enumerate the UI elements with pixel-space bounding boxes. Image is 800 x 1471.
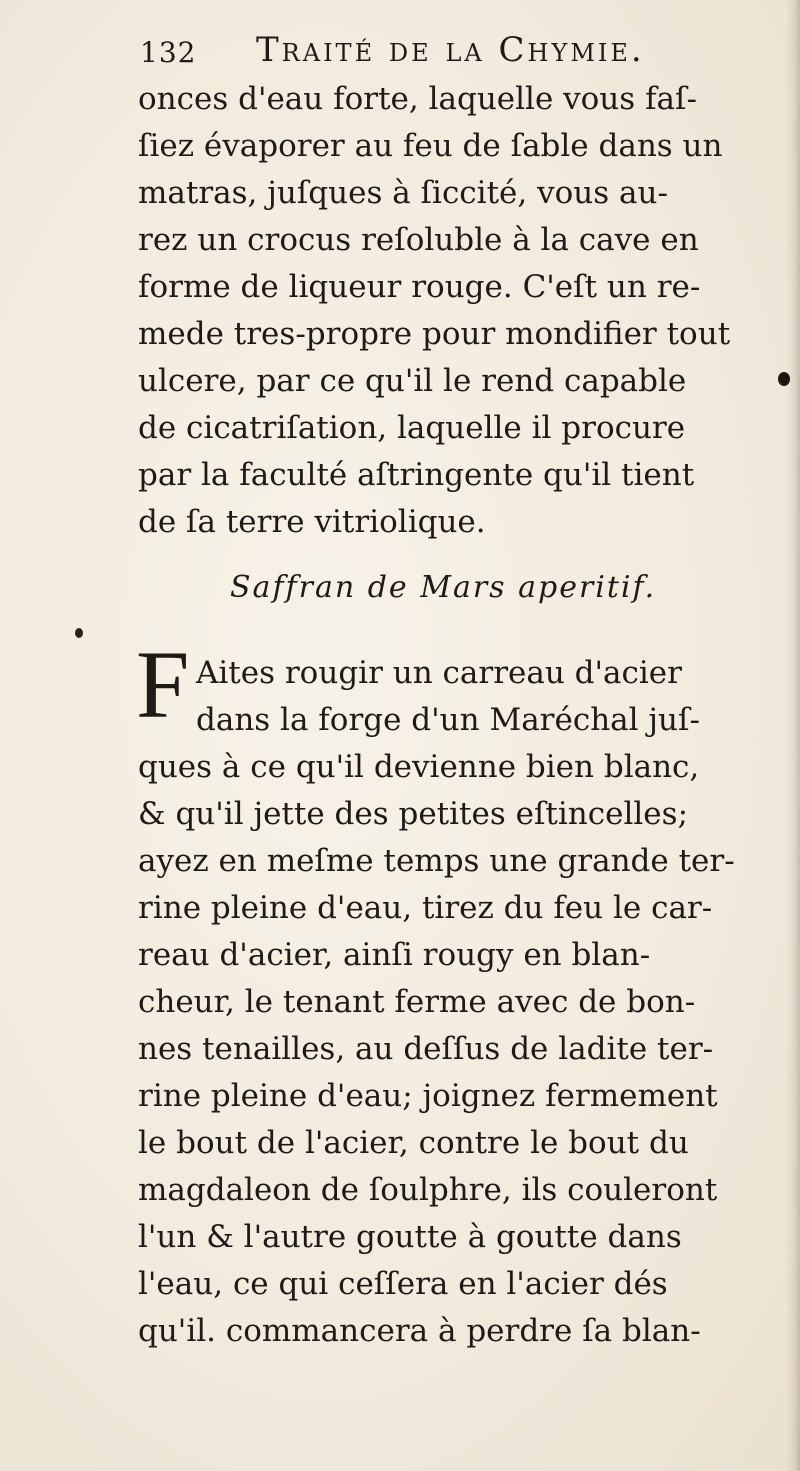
- text-line: onces d'eau forte, laquelle vous faſ-: [138, 81, 697, 117]
- text-line: cheur, le tenant ferme avec de bon-: [138, 984, 696, 1020]
- text-line: nes tenailles, au deſſus de ladite ter-: [138, 1031, 714, 1067]
- text-line: ulcere, par ce qu'il le rend capable: [138, 363, 687, 399]
- running-title: Traité de la Chymie.: [256, 30, 645, 70]
- text-line: de ſa terre vitriolique.: [138, 504, 486, 540]
- text-line: l'un & l'autre goutte à goutte dans: [138, 1219, 682, 1255]
- text-line: le bout de l'acier, contre le bout du: [138, 1125, 689, 1161]
- text-line: ayez en meſme temps une grande ter-: [138, 843, 735, 879]
- text-line: de cicatriſation, laquelle il procure: [138, 410, 686, 446]
- text-line: rine pleine d'eau; joignez fermement: [138, 1078, 718, 1114]
- text-line: ſiez évaporer au feu de ſable dans un: [138, 128, 723, 164]
- paragraph-2-opening: [196, 650, 796, 744]
- paragraph-1: [138, 76, 788, 546]
- text-line: mede tres-propre pour mondifier tout: [138, 316, 731, 352]
- text-line: magdaleon de ſoulphre, ils couleront: [138, 1172, 718, 1208]
- text-line: reau d'acier, ainſi rougy en blan-: [138, 937, 651, 973]
- page-number: 132: [140, 36, 197, 69]
- text-line: forme de liqueur rouge. C'eſt un re-: [138, 269, 701, 305]
- text-line: matras, juſques à ſiccité, vous au-: [138, 175, 668, 211]
- text-line: Aites rougir un carreau d'acier: [196, 655, 682, 691]
- page-header: [140, 28, 780, 78]
- margin-ink-dot: [75, 628, 83, 638]
- paragraph-2: [138, 744, 788, 1355]
- text-line: l'eau, ce qui ceſſera en l'acier dés: [138, 1266, 668, 1302]
- text-line: ques à ce qu'il devienne bien blanc,: [138, 749, 700, 785]
- text-line: rine pleine d'eau, tirez du feu le car-: [138, 890, 713, 926]
- drop-cap: F: [136, 631, 190, 738]
- text-line: rez un crocus reſoluble à la cave en: [138, 222, 699, 258]
- text-line: qu'il. commancera à perdre ſa blan-: [138, 1313, 701, 1349]
- text-line: & qu'il jette des petites eſtincelles;: [138, 796, 689, 832]
- text-line: dans la forge d'un Maréchal juſ-: [196, 702, 700, 738]
- text-line: par la faculté aſtringente qu'il tient: [138, 457, 695, 493]
- section-heading: Saffran de Mars aperitif.: [230, 570, 657, 605]
